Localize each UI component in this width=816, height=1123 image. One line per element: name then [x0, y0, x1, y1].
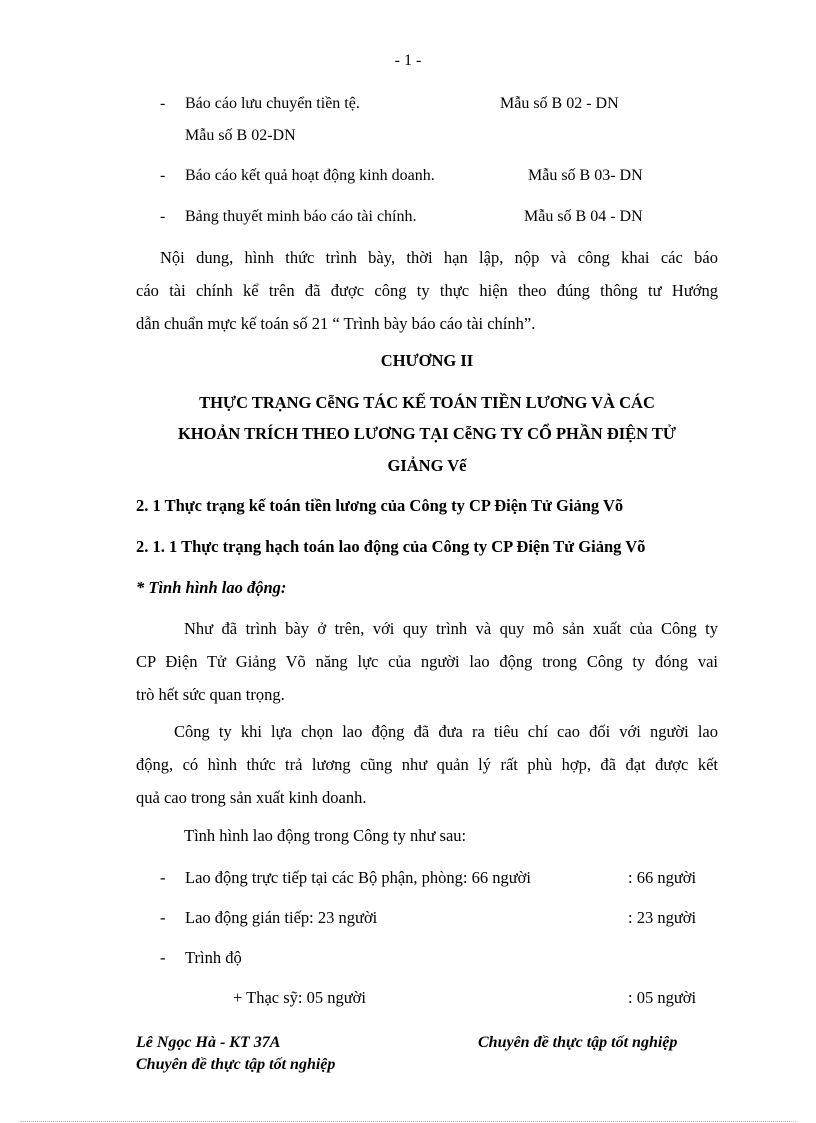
paragraph-line: CP Điện Tử Giảng Võ năng lực của người lao động trong Công ty đóng vai [136, 652, 718, 671]
paragraph-line: quả cao trong sản xuất kinh doanh. [136, 788, 367, 807]
report-title: Báo cáo lưu chuyển tiền tệ. [185, 95, 360, 112]
paragraph-line: trò hết sức quan trọng. [136, 685, 285, 704]
chapter-title-line: KHOẢN TRÍCH THEO LƯƠNG TẠI CễNG TY CỔ PHẦN ĐIỆN TỬ [177, 424, 677, 443]
paragraph-disclosure [136, 241, 718, 340]
chapter-label: CHƯƠNG II [380, 351, 474, 370]
report-form-number: Mẫu số B 04 - DN [524, 208, 643, 225]
page-bottom-divider [20, 1121, 796, 1122]
labor-item-value: : 66 người [628, 868, 697, 887]
degree-item-text: + Thạc sỹ: 05 người [233, 988, 366, 1007]
list-dash: - [160, 95, 166, 112]
paragraph-line: dẫn chuẩn mực kế toán số 21 “ Trình bày báo cáo tài chính”. [136, 314, 536, 333]
list-dash: - [160, 167, 166, 184]
paragraph-line: cáo tài chính kể trên đã được công ty thực hiện theo đúng thông tư Hướng [136, 281, 718, 300]
report-title: Bảng thuyết minh báo cáo tài chính. [185, 208, 417, 225]
labor-intro: Tình hình lao động trong Công ty như sau: [184, 826, 467, 845]
degree-item-value: : 05 người [628, 988, 697, 1007]
section-heading: 2. 1 Thực trạng kế toán tiền lương của Công ty CP Điện Tử Giảng Võ [136, 496, 624, 515]
subsection-heading: 2. 1. 1 Thực trạng hạch toán lao động của Công ty CP Điện Tử Giảng Võ [136, 537, 646, 556]
labor-item-text: Trình độ [185, 948, 242, 967]
labor-item-text: Lao động trực tiếp tại các Bộ phận, phòng: 66 người [185, 868, 531, 887]
subheading-labor: * Tình hình lao động: [136, 578, 287, 597]
paragraph-line: Công ty khi lựa chọn lao động đã đưa ra tiêu chí cao đối với người lao [174, 722, 718, 741]
footer-title-right: Chuyên đề thực tập tốt nghiệp [478, 1034, 678, 1051]
list-dash: - [160, 208, 166, 225]
list-dash: - [160, 948, 166, 967]
paragraph-line: Như đã trình bày ở trên, với quy trình và quy mô sản xuất của Công ty [184, 619, 718, 638]
report-form-number: Mẫu số B 02 - DN [500, 95, 619, 112]
footer-author: Lê Ngọc Hà - KT 37A [136, 1034, 281, 1051]
list-dash: - [160, 868, 166, 887]
paragraph-line: động, có hình thức trả lương cũng như quản lý rất phù hợp, đã đạt được kết [136, 755, 718, 774]
paragraph-line: Nội dung, hình thức trình bày, thời hạn lập, nộp và công khai các báo [160, 248, 718, 267]
report-form-number: Mẫu số B 03- DN [528, 167, 643, 184]
report-form-extra: Mẫu số B 02-DN [185, 127, 296, 144]
paragraph-labor-criteria [136, 715, 718, 814]
page-number: - 1 - [394, 52, 422, 69]
report-title: Báo cáo kết quả hoạt động kinh doanh. [185, 167, 435, 184]
list-dash: - [160, 908, 166, 927]
labor-item-value: : 23 người [628, 908, 697, 927]
chapter-title-line: THỰC TRẠNG CễNG TÁC KẾ TOÁN TIỀN LƯƠNG VÀ CÁC [199, 393, 655, 412]
footer-title-left: Chuyên đề thực tập tốt nghiệp [136, 1056, 336, 1073]
chapter-title-line: GIẢNG Vế [387, 456, 467, 475]
labor-item-text: Lao động gián tiếp: 23 người [185, 908, 378, 927]
paragraph-labor-role [136, 612, 718, 711]
